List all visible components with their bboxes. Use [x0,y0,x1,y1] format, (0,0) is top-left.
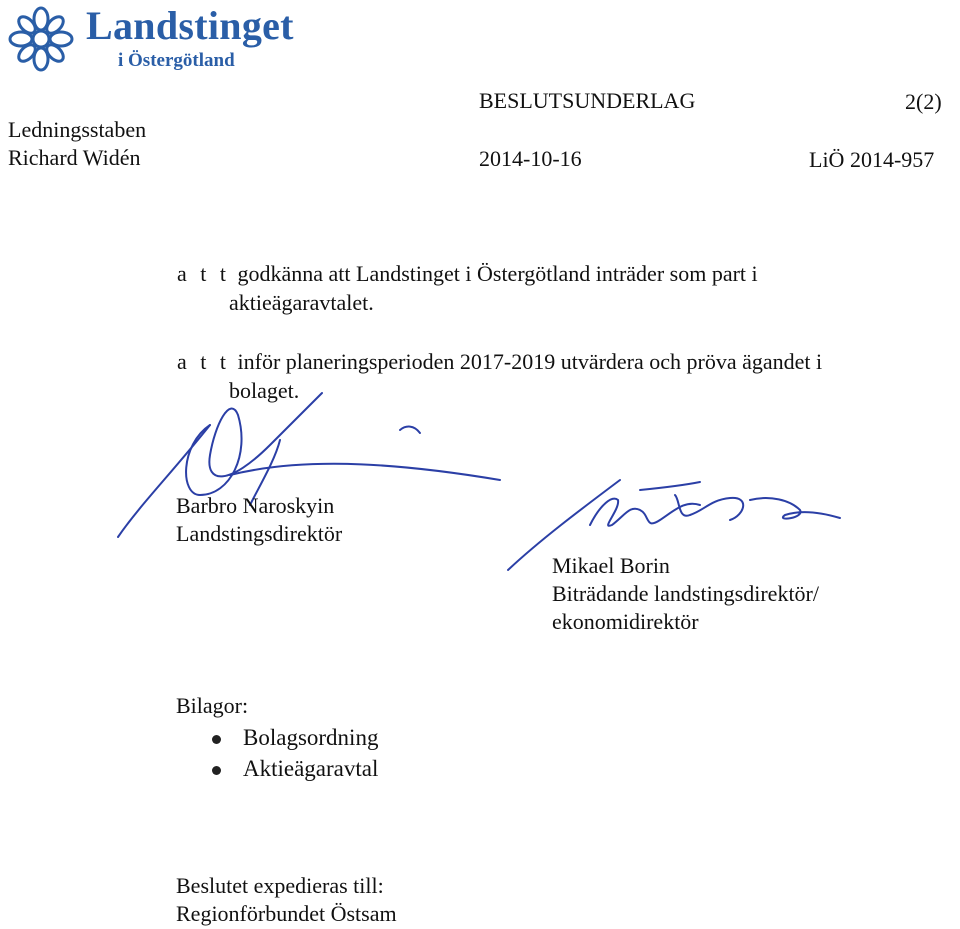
signatory-1-name: Barbro Naroskyin [176,493,335,518]
author: Richard Widén [8,145,141,170]
logo-subtitle: i Östergötland [118,50,235,71]
document-type: BESLUTSUNDERLAG [479,88,696,113]
bullet-icon [212,766,221,775]
logo-title: Landstinget [86,3,294,48]
flower-logo-icon [8,6,74,72]
distribution-recipient: Regionförbundet Östsam [176,901,397,926]
signatory-1-title: Landstingsdirektör [176,521,343,546]
department: Ledningsstaben [8,117,147,142]
attachments-label: Bilagor: [176,693,249,718]
attachment-name: Aktieägaravtal [243,756,379,781]
decision-prefix: a t t [177,349,230,374]
bullet-icon [212,735,221,744]
attachment-name: Bolagsordning [243,725,379,750]
distribution-label: Beslutet expedieras till: [176,873,384,898]
document-date: 2014-10-16 [479,146,582,171]
page-number: 2(2) [905,89,942,114]
list-item [212,756,378,782]
signatory-2-title: Biträdande landstingsdirektör/ [552,581,819,606]
decision-text-line1: inför planeringsperioden 2017-2019 utvärdera och pröva ägandet i [237,349,823,374]
decision-text-line1: godkänna att Landstinget i Östergötland inträder som part i [237,261,758,286]
decision-text-line2: bolaget. [229,378,300,403]
decision-text-line2: aktieägaravtalet. [229,290,374,315]
signatory-2-title-line2: ekonomidirektör [552,609,699,634]
list-item [212,725,378,751]
decision-prefix: a t t [177,261,230,286]
signatory-2-name: Mikael Borin [552,553,670,578]
decision-item-2 [177,348,822,376]
reference-number: LiÖ 2014-957 [809,147,935,172]
decision-item-1 [177,260,758,288]
